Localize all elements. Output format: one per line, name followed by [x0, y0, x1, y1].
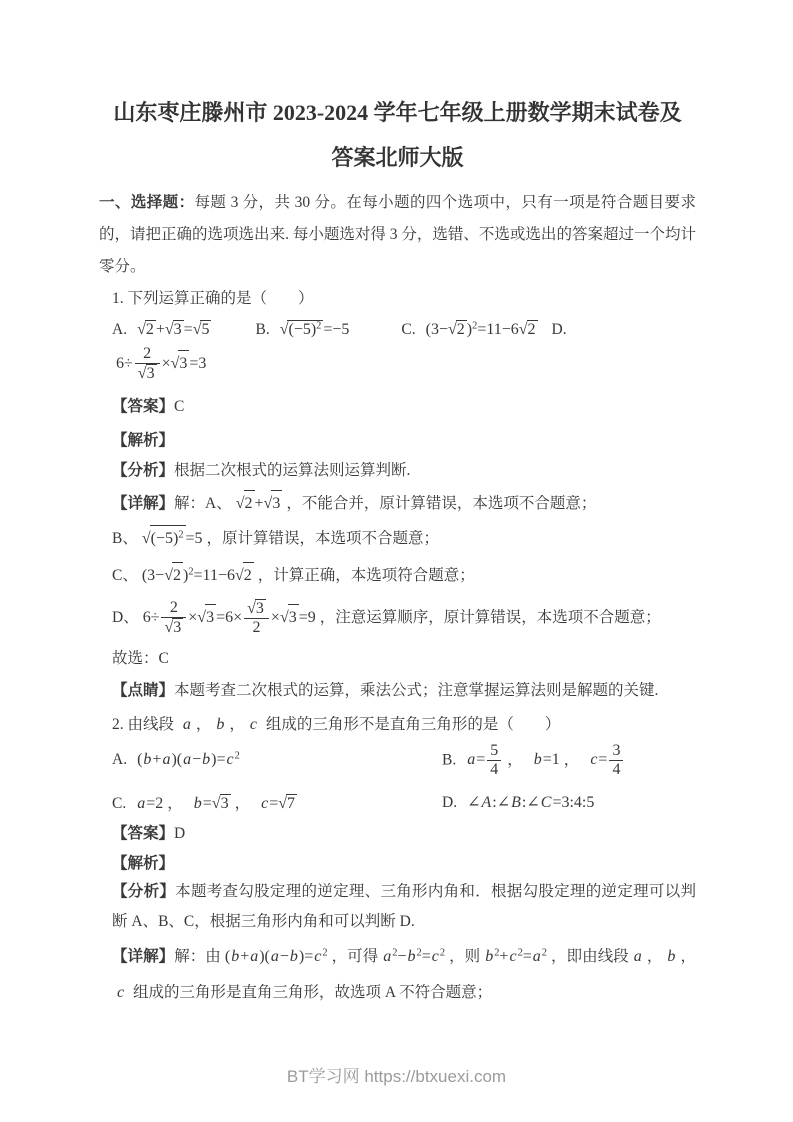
text-run: 【分析】	[112, 461, 175, 479]
math-expression: $(b+a)(a-b)=c^2$	[137, 750, 240, 769]
math-expression: c= $\frac{3}{4}$	[589, 751, 625, 768]
text-run: ，即由线段	[551, 948, 629, 966]
sqrt-radical: √7	[278, 795, 296, 813]
fraction: $\frac{5}{4}$	[487, 742, 501, 780]
fraction: $\frac{√3}{2}$	[244, 599, 269, 638]
q1-detail-option-c	[99, 562, 696, 589]
sqrt-radical: √3	[280, 604, 299, 631]
text-run: C	[174, 397, 185, 415]
text-run: D	[174, 825, 186, 843]
math-expression: 6÷ $\frac{2}{√3}$ ×√3 =3	[116, 345, 207, 383]
math-expression: $√(-5)^2 =5$	[142, 530, 203, 547]
text-run: 组成的三角形是直角三角形，故选项 A 不符合题意；	[129, 984, 493, 1002]
math-expression: a	[182, 715, 191, 733]
text-run: ，原计算错误，本选项不合题意；	[206, 529, 440, 547]
q1-detail-option-b	[99, 525, 696, 552]
text-run: B、	[112, 529, 138, 547]
text-run: A.	[112, 751, 128, 769]
text-run: D.	[551, 321, 567, 338]
text-run: 解：A、	[174, 494, 232, 512]
q2-option-a	[112, 751, 442, 769]
document-title-line1: 山东枣庄滕州市 2023-2024 学年七年级上册数学期末试卷及	[113, 100, 682, 125]
math-expression: a=2	[137, 795, 164, 813]
sqrt-radical: √2	[137, 321, 154, 338]
text-run: B.	[442, 751, 457, 769]
text-run: ，	[507, 751, 523, 769]
math-expression: $b^2+c^2=a^2$	[485, 947, 547, 966]
text-run: 本题考查二次根式的运算，乘法公式；注意掌握运算法则是解题的关键.	[174, 681, 659, 699]
q1-option-b	[255, 320, 353, 339]
math-expression: √2 +√3 =√5	[137, 321, 210, 338]
text-run: C、	[112, 566, 138, 584]
section-instructions	[99, 187, 696, 283]
q2-detail	[99, 939, 696, 1011]
math-expression: c	[249, 715, 258, 733]
math-expression: a= $\frac{5}{4}$	[466, 751, 503, 768]
text-run: 2. 由线段	[112, 715, 178, 733]
sqrt-radical: √3	[171, 350, 190, 377]
q1-keypoint	[99, 678, 696, 704]
sqrt-radical: √2	[448, 321, 465, 338]
q2-analysis	[99, 877, 696, 937]
math-expression: √2 +√3	[236, 495, 283, 512]
text-run: 【答案】	[112, 397, 175, 415]
text-run: 根据二次根式的运算法则运算判断.	[174, 461, 411, 479]
math-expression: (3−√2 )$^2$=11−6√2	[425, 320, 536, 338]
text-run: 【详解】	[112, 494, 175, 512]
fraction: $\frac{2}{√3}$	[161, 599, 186, 638]
q1-analysis-header	[99, 428, 696, 454]
text-run: 【解析】	[112, 431, 175, 449]
text-run: 解：由	[174, 948, 221, 966]
q1-option-d-label	[552, 321, 567, 339]
text-run: 组成的三角形不是直角三角形的是（ ）	[262, 715, 561, 733]
sqrt-radical: √3	[211, 795, 229, 813]
text-run: 【分析】	[112, 883, 176, 901]
text-run: B.	[255, 321, 270, 338]
q2-option-c	[112, 791, 442, 813]
math-expression: $a^2-b^2=c^2$	[383, 947, 446, 966]
q1-conclusion	[99, 646, 696, 672]
q1-option-c	[401, 320, 541, 339]
q2-option-d	[442, 792, 696, 812]
sqrt-radical: √3	[137, 365, 155, 383]
math-expression: a	[633, 948, 642, 966]
math-expression: $√(-5)^2 =-5$	[279, 320, 350, 338]
fraction: $\frac{2}{√3}$	[135, 345, 160, 384]
text-run: ，	[646, 948, 663, 966]
sqrt-radical: √2	[164, 562, 183, 589]
sqrt-radical: √2	[236, 490, 255, 517]
text-run: ，则	[449, 948, 481, 966]
sqrt-radical: √3	[197, 604, 216, 631]
text-run: A.	[112, 321, 128, 338]
text-run: ，注意运算顺序，原计算错误，本选项不合题意；	[319, 608, 661, 626]
text-run: ，	[563, 751, 580, 769]
q1-detail-option-a	[99, 490, 696, 517]
q1-option-d-formula	[99, 345, 696, 384]
text-run: ，不能合并，原计算错误，本选项不合题意；	[286, 494, 597, 512]
fraction: $\frac{3}{4}$	[609, 742, 623, 780]
sqrt-radical: √3	[164, 619, 182, 637]
text-run: 【答案】	[112, 825, 175, 843]
text-run: ，可得	[331, 948, 379, 966]
math-expression: c=√7	[261, 795, 296, 813]
text-run: 每题 3 分，共 30 分。在每小题的四个选项中，只有一项是符合题目要求的，请把正确的选项选出来. 每小题选对得 3 分，选错、不选或选出的答案超过一个均计零分。	[99, 194, 696, 275]
text-run: C.	[401, 321, 416, 338]
math-expression: (3−√2 )$^2$=11−6√2	[142, 567, 254, 584]
math-expression: ∠A:∠B:∠C=3:4:5	[467, 794, 595, 812]
math-expression: $(b+a)(a-b)=c^2$	[224, 947, 328, 966]
math-expression: 6÷ $\frac{2}{√3}$ ×√3 =6× $\frac{√3}{2}$ ×√3 =9	[142, 598, 316, 637]
sqrt-radical: √2	[518, 321, 536, 338]
text-run: ，	[234, 795, 251, 813]
math-expression: c	[117, 984, 125, 1002]
q1-stem	[99, 286, 696, 312]
math-expression: b	[216, 715, 225, 733]
sqrt-radical: $√(-5)^2$	[142, 525, 186, 552]
sqrt-radical: √5	[192, 321, 210, 338]
page-footer-watermark: BT学习网 https://btxuexi.com	[286, 1067, 507, 1086]
q2-analysis-header	[99, 851, 696, 877]
text-run: ，	[167, 795, 183, 813]
sqrt-radical: √2	[235, 562, 254, 589]
text-run: 故选：C	[112, 649, 169, 667]
text-run: ，	[680, 948, 696, 966]
math-expression: b	[667, 948, 676, 966]
text-run: 【解析】	[112, 855, 175, 873]
sqrt-radical: √3	[264, 490, 283, 517]
q2-options-grid	[99, 742, 696, 814]
document-title-line2: 答案北师大版	[331, 145, 464, 170]
math-expression: b=1	[533, 751, 560, 769]
sqrt-radical: $√(-5)^2$	[279, 320, 322, 338]
q1-options-row	[99, 320, 696, 339]
q1-option-a	[112, 320, 215, 339]
q2-option-b	[442, 742, 696, 780]
sqrt-radical: √3	[164, 321, 182, 338]
text-run: 一、选择题：	[99, 194, 195, 211]
text-run: ，	[195, 715, 212, 733]
q1-answer	[99, 394, 696, 420]
text-run: 1. 下列运算正确的是（ ）	[112, 290, 314, 307]
text-run: ，	[229, 715, 245, 733]
q1-detail-option-d	[99, 599, 696, 638]
text-run: ，计算正确，本选项符合题意；	[257, 566, 475, 584]
text-run: 【详解】	[112, 948, 175, 966]
text-run: 本题考查勾股定理的逆定理、三角形内角和．根据勾股定理的逆定理可以判断 A、B、C，根据三角形内角和可以判断 D.	[112, 883, 696, 931]
text-run: 【点睛】	[112, 681, 175, 699]
q1-analysis	[99, 458, 696, 484]
math-expression: b=√3	[193, 795, 229, 813]
sqrt-radical: √3	[247, 599, 264, 617]
q2-answer	[99, 821, 696, 847]
text-run: C.	[112, 795, 127, 813]
text-run: D、	[112, 608, 139, 626]
q2-stem	[99, 712, 696, 738]
text-run: D.	[442, 794, 458, 812]
